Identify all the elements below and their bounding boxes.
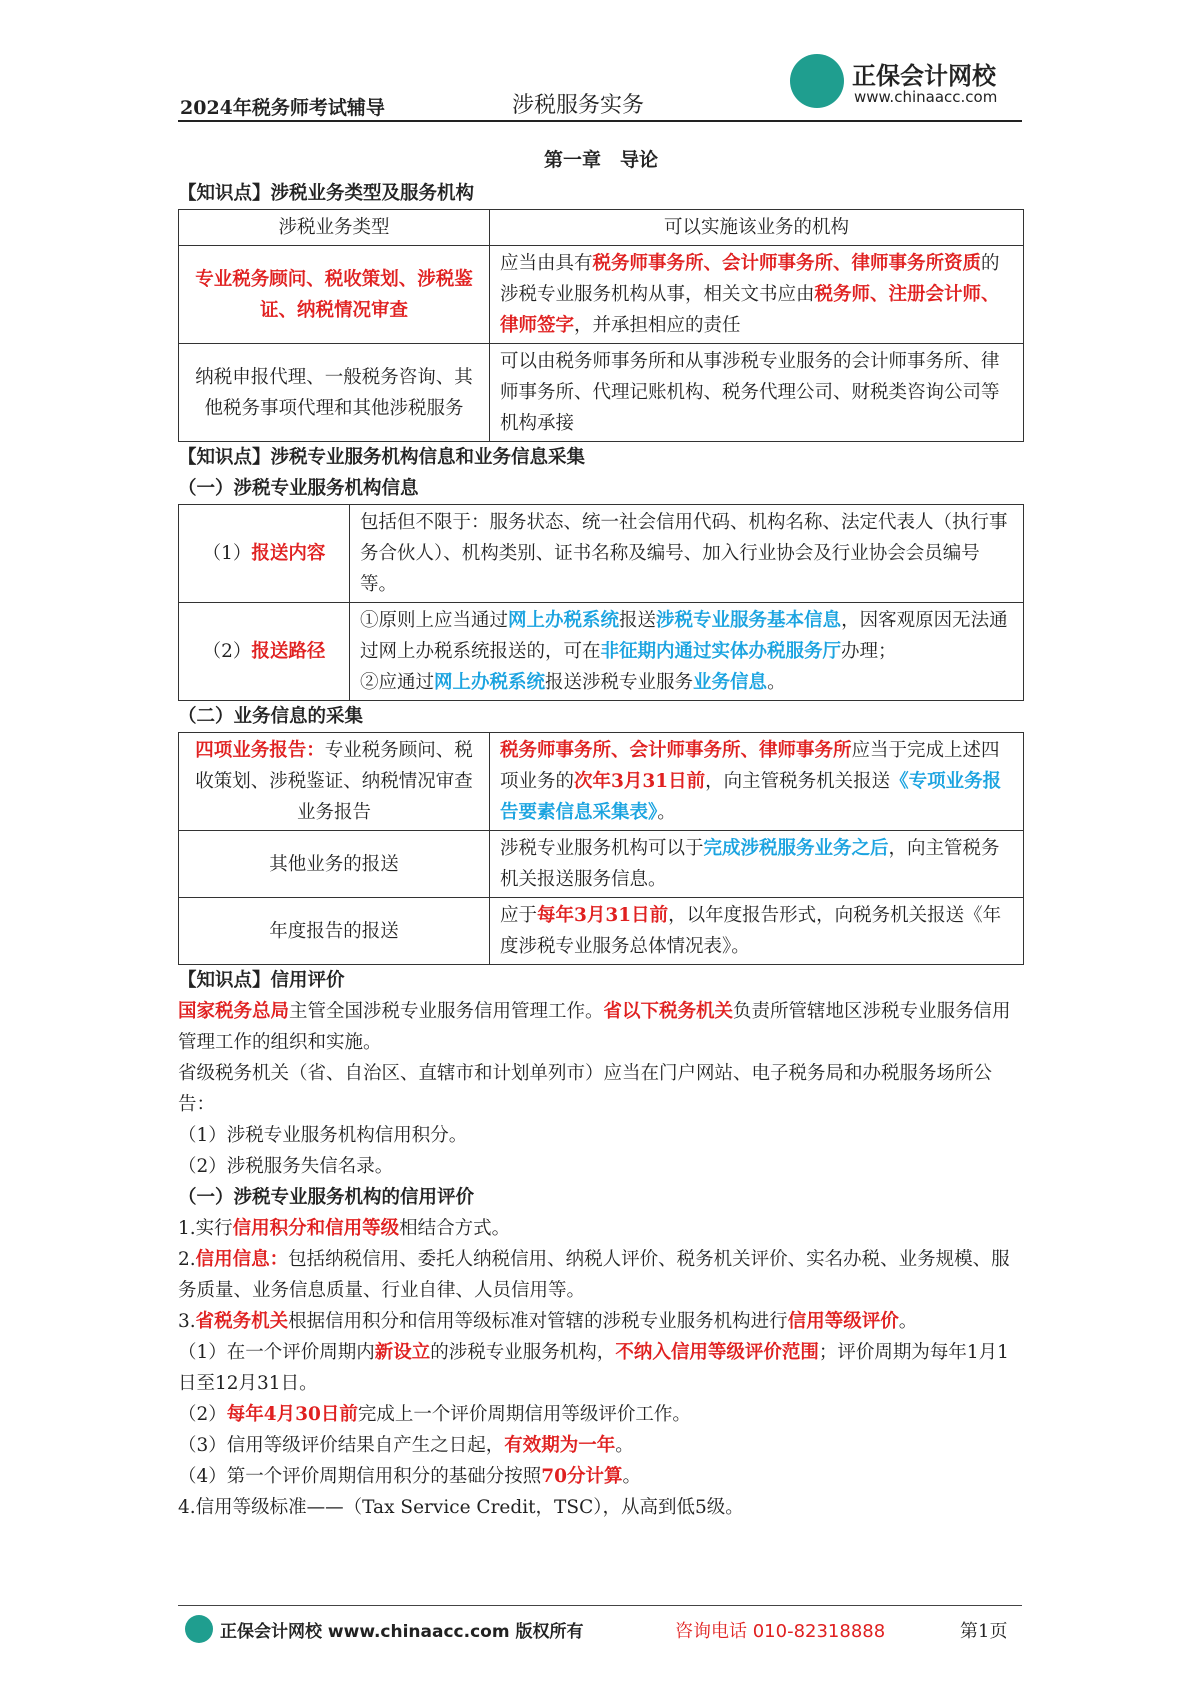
footer-rule bbox=[178, 1605, 1022, 1606]
header-rule bbox=[178, 120, 1022, 122]
kp1-title: 【知识点】涉税业务类型及服务机构 bbox=[178, 183, 475, 204]
page-content bbox=[178, 145, 1024, 1523]
kp2-t2r1c1: 四项业务报告：专业税务顾问、税收策划、涉税鉴证、纳税情况审查业务报告 bbox=[179, 733, 490, 831]
kp3-p4: （2）涉税服务失信名录。 bbox=[178, 1156, 394, 1177]
footer-phone: 咨询电话 010-82318888 bbox=[675, 1621, 886, 1642]
kp2-sec1: （一）涉税专业服务机构信息 bbox=[178, 478, 419, 499]
kp3-sec1: （一）涉税专业服务机构的信用评价 bbox=[178, 1187, 475, 1208]
kp2-t2r1c2: 税务师事务所、会计师事务所、律师事务所应当于完成上述四项业务的次年3月31日前，向主管税务机关报送《专项业务报告要素信息采集表》。 bbox=[490, 733, 1024, 831]
kp1-col2: 可以实施该业务的机构 bbox=[490, 210, 1024, 246]
kp2-r2-text: ①原则上应当通过网上办税系统报送涉税专业服务基本信息，因客观原因无法通过网上办税系统报送的，可在非征期内通过实体办税服务厅办理； ②应通过网上办税系统报送涉税专业服务业务信息。 bbox=[350, 603, 1024, 701]
kp3-s3: （3）信用等级评价结果自产生之日起，有效期为一年。 bbox=[178, 1435, 634, 1456]
kp3-i1: 1.实行信用积分和信用等级相结合方式。 bbox=[178, 1218, 511, 1239]
brand-logo-icon bbox=[790, 54, 844, 108]
kp3-s1: （1）在一个评价周期内新设立的涉税专业服务机构，不纳入信用等级评价范围；评价周期为每年1月1日至12月31日。 bbox=[178, 1342, 1009, 1394]
kp1-r2c2: 可以由税务师事务所和从事涉税专业服务的会计师事务所、律师事务所、代理记账机构、税务代理公司、财税类咨询公司等机构承接 bbox=[490, 344, 1024, 442]
kp2-t2r3c1: 年度报告的报送 bbox=[179, 898, 490, 965]
header-subject: 涉税服务实务 bbox=[512, 93, 645, 118]
brand-name: 正保会计网校 bbox=[852, 62, 996, 90]
kp2-r1-text: 包括但不限于：服务状态、统一社会信用代码、机构名称、法定代表人（执行事务合伙人）、机构类别、证书名称及编号、加入行业协会及行业协会会员编号等。 bbox=[350, 505, 1024, 603]
kp2-r1-label: （1）报送内容 bbox=[179, 505, 350, 603]
kp2-t2r2c2: 涉税专业服务机构可以于完成涉税服务业务之后，向主管税务机关报送服务信息。 bbox=[490, 831, 1024, 898]
kp3-p3: （1）涉税专业服务机构信用积分。 bbox=[178, 1125, 468, 1146]
footer-page-number: 第1页 bbox=[960, 1621, 1008, 1642]
kp3-s4: （4）第一个评价周期信用积分的基础分按照70分计算。 bbox=[178, 1466, 642, 1487]
kp2-t2r2c1: 其他业务的报送 bbox=[179, 831, 490, 898]
kp3-s2: （2）每年4月30日前完成上一个评价周期信用等级评价工作。 bbox=[178, 1404, 691, 1425]
brand-url: www.chinaacc.com bbox=[854, 88, 998, 106]
footer-copyright: 正保会计网校 www.chinaacc.com 版权所有 bbox=[220, 1622, 584, 1642]
kp2-table2 bbox=[178, 732, 1024, 965]
kp2-r2-label: （2）报送路径 bbox=[179, 603, 350, 701]
kp3-i4: 4.信用等级标准——（Tax Service Credit，TSC），从高到低5级。 bbox=[178, 1497, 744, 1518]
header-exam: 2024年税务师考试辅导 bbox=[180, 97, 385, 119]
kp3-p1: 国家税务总局主管全国涉税专业服务信用管理工作。省以下税务机关负责所管辖地区涉税专业服务信用管理工作的组织和实施。 bbox=[178, 1001, 1011, 1053]
kp1-r1c2: 应当由具有税务师事务所、会计师事务所、律师事务所资质的涉税专业服务机构从事，相关文书应由税务师、注册会计师、律师签字，并承担相应的责任 bbox=[490, 246, 1024, 344]
kp1-r2c1: 纳税申报代理、一般税务咨询、其他税务事项代理和其他涉税服务 bbox=[179, 344, 490, 442]
kp1-r1c1: 专业税务顾问、税收策划、涉税鉴证、纳税情况审查 bbox=[179, 246, 490, 344]
kp2-title: 【知识点】涉税专业服务机构信息和业务信息采集 bbox=[178, 447, 586, 468]
kp3-title: 【知识点】信用评价 bbox=[178, 970, 345, 991]
kp3-i3: 3.省税务机关根据信用积分和信用等级标准对管辖的涉税专业服务机构进行信用等级评价。 bbox=[178, 1311, 918, 1332]
kp1-col1: 涉税业务类型 bbox=[179, 210, 490, 246]
footer-logo-icon bbox=[185, 1615, 213, 1643]
kp1-table bbox=[178, 209, 1024, 442]
brand-logo bbox=[790, 52, 1010, 112]
kp2-table1 bbox=[178, 504, 1024, 701]
kp3-i2: 2.信用信息：包括纳税信用、委托人纳税信用、纳税人评价、税务机关评价、实名办税、业务规模、服务质量、业务信息质量、行业自律、人员信用等。 bbox=[178, 1249, 1010, 1301]
kp3-p2: 省级税务机关（省、自治区、直辖市和计划单列市）应当在门户网站、电子税务局和办税服务场所公告： bbox=[178, 1063, 993, 1115]
kp2-t2r3c2: 应于每年3月31日前，以年度报告形式，向税务机关报送《年度涉税专业服务总体情况表》。 bbox=[490, 898, 1024, 965]
kp2-sec2: （二）业务信息的采集 bbox=[178, 706, 364, 727]
chapter-title: 第一章 导论 bbox=[543, 149, 658, 171]
